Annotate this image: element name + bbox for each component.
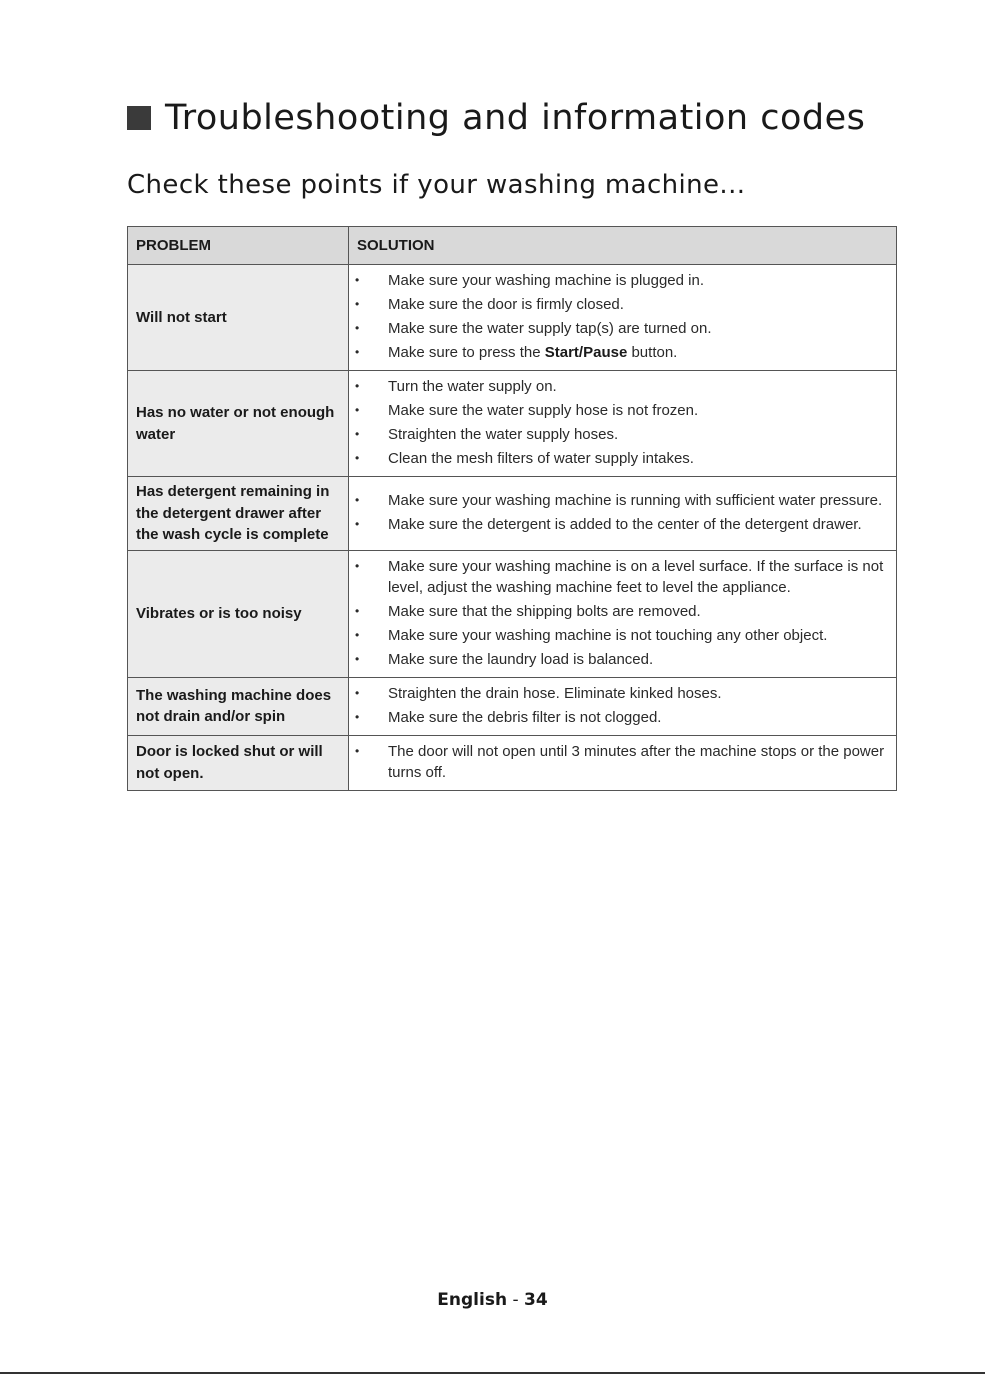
bullet-icon: • — [355, 379, 360, 393]
bullet-icon: • — [355, 651, 360, 666]
solution-item — [349, 270, 888, 291]
solution-text: Make sure your washing machine is running with sufficient water pressure. — [388, 491, 883, 509]
solution-list — [349, 556, 888, 670]
bullet-icon: • — [355, 558, 360, 573]
bottom-divider — [0, 1372, 985, 1374]
footer-separator: - — [507, 1290, 525, 1310]
solution-text: Make sure the water supply hose is not frozen. — [388, 402, 699, 419]
solution-item — [349, 342, 888, 363]
solution-item — [349, 400, 888, 421]
solution-list — [349, 270, 888, 363]
solution-text: Make sure the debris filter is not clogged. — [388, 708, 662, 726]
bullet-icon: • — [355, 709, 360, 724]
table-row — [128, 677, 897, 735]
solution-list — [349, 683, 888, 728]
bullet-icon: • — [355, 427, 360, 441]
table-row — [128, 265, 897, 371]
troubleshooting-table — [127, 226, 897, 791]
solution-text: button. — [627, 344, 678, 361]
solution-item — [349, 376, 888, 397]
solution-list — [349, 376, 888, 469]
solution-text: Make sure the water supply tap(s) are turned on. — [388, 320, 712, 337]
solution-cell — [349, 477, 897, 551]
solution-list — [349, 741, 888, 783]
solution-cell — [349, 265, 897, 371]
bullet-icon: • — [355, 685, 360, 700]
page-title — [127, 98, 865, 138]
table-row — [128, 477, 897, 551]
column-header-problem: PROBLEM — [128, 227, 349, 265]
bullet-icon: • — [355, 345, 360, 359]
solution-item — [349, 707, 888, 728]
table-row — [128, 550, 897, 677]
solution-cell — [349, 371, 897, 477]
column-header-solution: SOLUTION — [349, 227, 897, 265]
solution-list — [349, 490, 888, 535]
table-body — [128, 265, 897, 791]
solution-item — [349, 318, 888, 339]
bullet-icon: • — [355, 492, 360, 507]
problem-cell: Vibrates or is too noisy — [128, 550, 349, 677]
solution-cell — [349, 677, 897, 735]
bullet-icon: • — [355, 603, 360, 618]
solution-text: Make sure the laundry load is balanced. — [388, 650, 654, 668]
bullet-icon: • — [355, 451, 360, 465]
bullet-icon: • — [355, 273, 360, 287]
solution-text: Make sure your washing machine is plugged in. — [388, 272, 705, 289]
solution-text: Make sure the detergent is added to the center of the detergent drawer. — [388, 515, 862, 533]
solution-item — [349, 490, 888, 511]
solution-text: Clean the mesh filters of water supply intakes. — [388, 450, 694, 467]
solution-text: Straighten the drain hose. Eliminate kinked hoses. — [388, 684, 722, 702]
page-footer — [0, 1290, 985, 1310]
table-row — [128, 735, 897, 790]
section-subtitle: Check these points if your washing machine... — [127, 170, 746, 200]
problem-cell: Will not start — [128, 265, 349, 371]
solution-item — [349, 649, 888, 670]
bullet-icon: • — [355, 743, 360, 758]
problem-cell: Has no water or not enough water — [128, 371, 349, 477]
bullet-icon: • — [355, 297, 360, 311]
solution-text: Make sure your washing machine is not touching any other object. — [388, 626, 828, 644]
table-header-row — [128, 227, 897, 265]
solution-text: The door will not open until 3 minutes after the machine stops or the power turns off. — [388, 742, 885, 781]
bullet-icon: • — [355, 403, 360, 417]
solution-cell — [349, 735, 897, 790]
problem-cell: Has detergent remaining in the detergent drawer after the wash cycle is complete — [128, 477, 349, 551]
solution-text: Straighten the water supply hoses. — [388, 426, 619, 443]
footer-language: English — [437, 1290, 508, 1310]
solution-text: Turn the water supply on. — [388, 378, 557, 395]
page-title-text: Troubleshooting and information codes — [165, 98, 866, 138]
solution-text: Make sure your washing machine is on a level surface. If the surface is not level, adjust the washing machine feet to level the appliance. — [388, 557, 884, 596]
title-square-icon — [127, 106, 151, 130]
solution-text: Make sure the door is firmly closed. — [388, 296, 624, 313]
solution-cell — [349, 550, 897, 677]
problem-cell: The washing machine does not drain and/or spin — [128, 677, 349, 735]
bullet-icon: • — [355, 516, 360, 531]
solution-item — [349, 625, 888, 646]
solution-text: Make sure to press the — [388, 344, 545, 361]
solution-item — [349, 683, 888, 704]
solution-text: Make sure that the shipping bolts are removed. — [388, 602, 701, 620]
bullet-icon: • — [355, 627, 360, 642]
page-number: 34 — [524, 1290, 548, 1310]
solution-item — [349, 556, 888, 598]
problem-cell: Door is locked shut or will not open. — [128, 735, 349, 790]
solution-item — [349, 424, 888, 445]
solution-item — [349, 741, 888, 783]
button-name-label: Start/Pause — [544, 344, 628, 361]
table-row — [128, 371, 897, 477]
solution-item — [349, 294, 888, 315]
solution-item — [349, 448, 888, 469]
bullet-icon: • — [355, 321, 360, 335]
solution-item — [349, 601, 888, 622]
solution-item — [349, 514, 888, 535]
